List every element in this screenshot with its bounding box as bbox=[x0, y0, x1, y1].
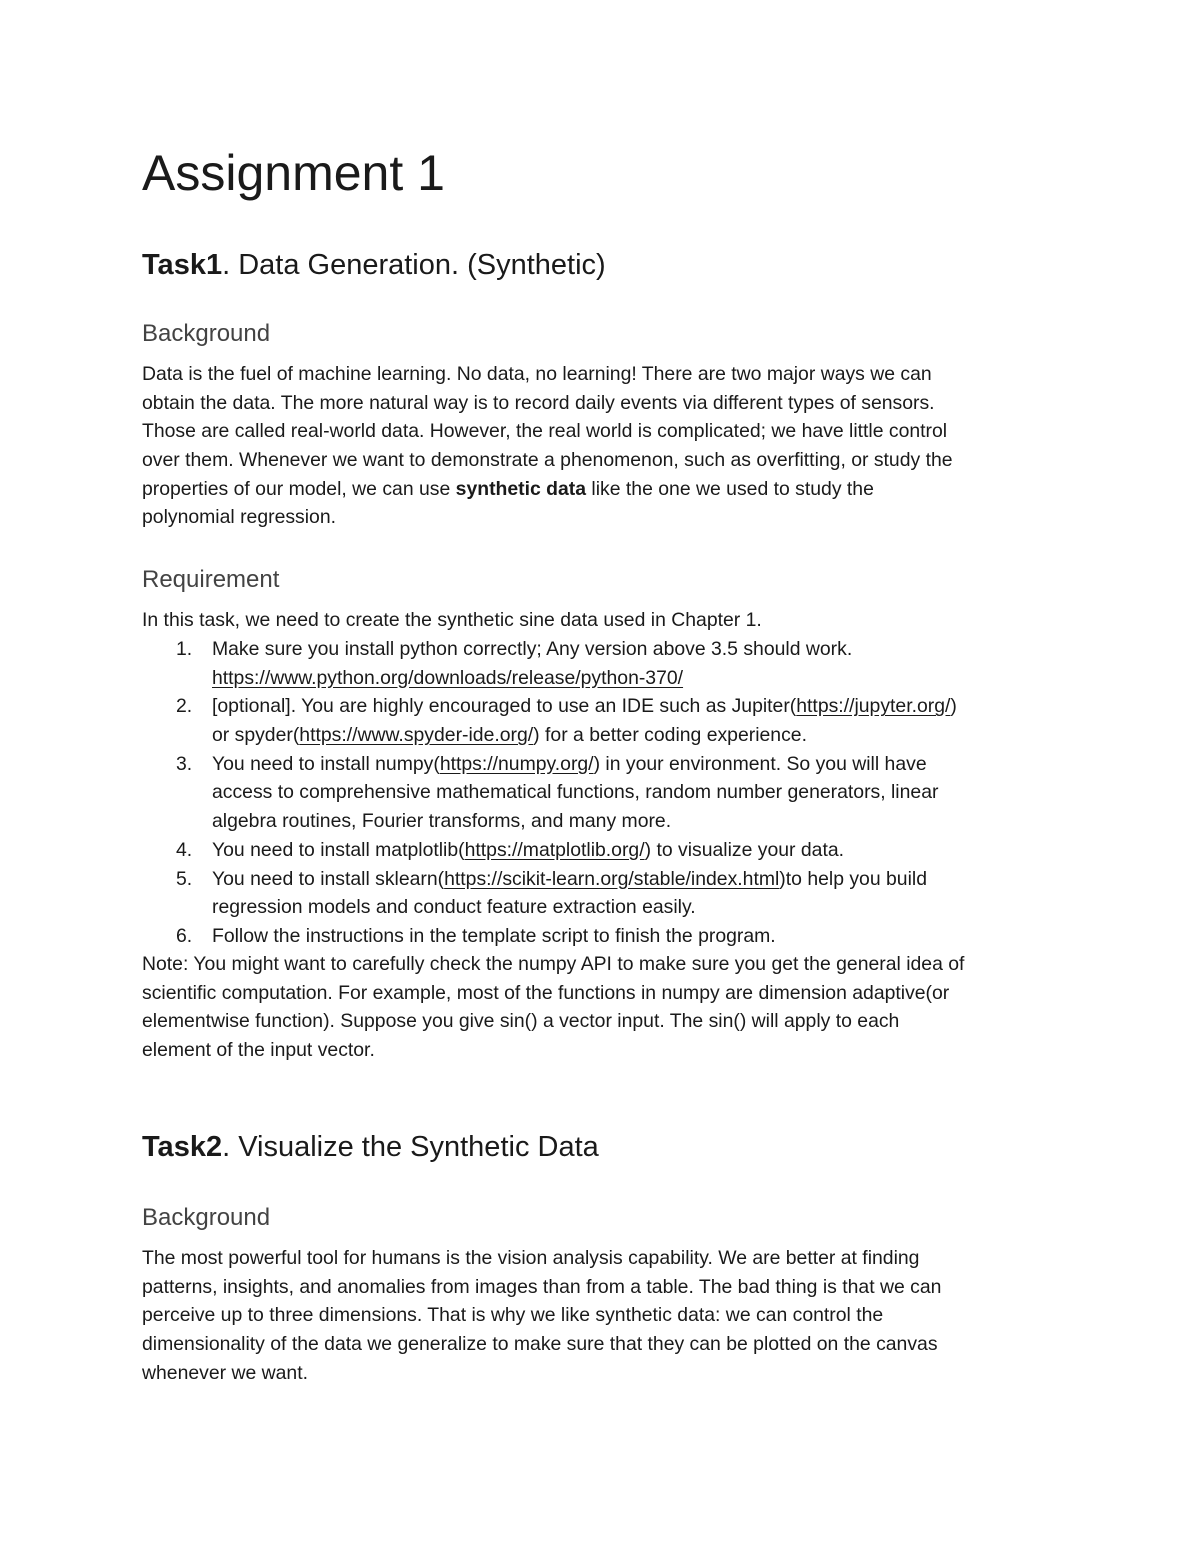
paragraph-line: perceive up to three dimensions. That is why we like synthetic data: we can control the bbox=[142, 1304, 884, 1327]
paragraph-line: Note: You might want to carefully check the numpy API to make sure you get the general idea of bbox=[142, 953, 965, 975]
list-item-text: regression models and conduct feature extraction easily. bbox=[212, 896, 696, 919]
paragraph-line: patterns, insights, and anomalies from images than from a table. The bad thing is that we can bbox=[142, 1275, 942, 1298]
jupyter-link[interactable]: https://jupyter.org/ bbox=[796, 695, 951, 718]
list-item-text: You need to install sklearn( bbox=[212, 867, 445, 890]
task2-background-heading: Background bbox=[142, 1204, 271, 1231]
synthetic-data-emphasis: synthetic data bbox=[455, 477, 587, 500]
paragraph-line: whenever we want. bbox=[142, 1361, 308, 1384]
task2-heading bbox=[142, 1128, 599, 1166]
list-item-text: ) to visualize your data. bbox=[644, 838, 844, 861]
list-item-text: or spyder( bbox=[212, 724, 300, 747]
list-item-text: access to comprehensive mathematical functions, random number generators, linear bbox=[212, 781, 939, 804]
list-number: 6. bbox=[176, 924, 193, 947]
python-download-link[interactable]: https://www.python.org/downloads/release/python-370/ bbox=[212, 666, 684, 689]
paragraph-line: In this task, we need to create the synthetic sine data used in Chapter 1. bbox=[142, 609, 762, 631]
list-item-text: [optional]. You are highly encouraged to use an IDE such as Jupiter( bbox=[212, 695, 797, 718]
task2-background-paragraph bbox=[142, 1244, 1072, 1387]
list-item bbox=[142, 635, 1072, 692]
paragraph-line: over them. Whenever we want to demonstrate a phenomenon, such as overfitting, or study the bbox=[142, 449, 953, 472]
paragraph-text: like the one we used to study the bbox=[586, 477, 874, 500]
list-number: 1. bbox=[176, 638, 193, 660]
paragraph-line: The most powerful tool for humans is the vision analysis capability. We are better at finding bbox=[142, 1247, 920, 1269]
task1-background-paragraph bbox=[142, 360, 1072, 532]
requirement-list bbox=[142, 635, 1072, 951]
list-item-text: ) for a better coding experience. bbox=[533, 724, 807, 747]
list-item bbox=[142, 922, 1072, 951]
list-item bbox=[142, 692, 1072, 749]
list-item-text: Follow the instructions in the template script to finish the program. bbox=[212, 924, 776, 947]
list-item-text: ) bbox=[950, 695, 957, 718]
paragraph-line bbox=[142, 475, 1072, 504]
paragraph-line: scientific computation. For example, most of the functions in numpy are dimension adaptive(or bbox=[142, 981, 950, 1004]
list-item-text: )to help you build bbox=[779, 867, 927, 890]
list-item-text: algebra routines, Fourier transforms, and many more. bbox=[212, 810, 672, 833]
task1-requirement-heading: Requirement bbox=[142, 566, 280, 593]
numpy-link[interactable]: https://numpy.org/ bbox=[439, 752, 594, 775]
list-item bbox=[142, 836, 1072, 865]
paragraph-line: dimensionality of the data we generalize to make sure that they can be plotted on the canvas bbox=[142, 1333, 938, 1356]
paragraph-line: element of the input vector. bbox=[142, 1039, 375, 1062]
list-number: 4. bbox=[176, 838, 193, 861]
list-item-text: ) in your environment. So you will have bbox=[593, 752, 927, 775]
requirement-intro bbox=[142, 606, 1072, 635]
note-paragraph bbox=[142, 950, 1072, 1065]
paragraph-line: Those are called real-world data. However, the real world is complicated; we have little control bbox=[142, 420, 948, 443]
sklearn-link[interactable]: https://scikit-learn.org/stable/index.html bbox=[444, 867, 780, 890]
task1-heading-text: . Data Generation. (Synthetic) bbox=[222, 249, 606, 281]
list-item-text: You need to install matplotlib( bbox=[212, 838, 465, 861]
task1-background-heading: Background bbox=[142, 320, 271, 347]
list-item-text: You need to install numpy( bbox=[212, 752, 440, 775]
matplotlib-link[interactable]: https://matplotlib.org/ bbox=[464, 838, 645, 861]
task1-label: Task1 bbox=[142, 249, 223, 281]
page-title: Assignment 1 bbox=[142, 145, 445, 201]
task2-label: Task2 bbox=[142, 1131, 223, 1163]
paragraph-line: Data is the fuel of machine learning. No data, no learning! There are two major ways we can bbox=[142, 363, 932, 385]
paragraph-line: elementwise function). Suppose you give sin() a vector input. The sin() will apply to each bbox=[142, 1010, 900, 1033]
task1-heading bbox=[142, 246, 606, 284]
spyder-link[interactable]: https://www.spyder-ide.org/ bbox=[299, 724, 534, 747]
list-number: 5. bbox=[176, 867, 193, 890]
paragraph-line: polynomial regression. bbox=[142, 506, 337, 529]
list-item-text: Make sure you install python correctly; Any version above 3.5 should work. bbox=[212, 638, 853, 660]
paragraph-text: properties of our model, we can use bbox=[142, 477, 456, 500]
list-number: 2. bbox=[176, 695, 193, 718]
paragraph-line: obtain the data. The more natural way is to record daily events via different types of sensors. bbox=[142, 391, 935, 414]
list-number: 3. bbox=[176, 752, 193, 775]
task2-heading-text: . Visualize the Synthetic Data bbox=[222, 1131, 599, 1163]
list-item bbox=[142, 750, 1072, 836]
list-item bbox=[142, 865, 1072, 922]
